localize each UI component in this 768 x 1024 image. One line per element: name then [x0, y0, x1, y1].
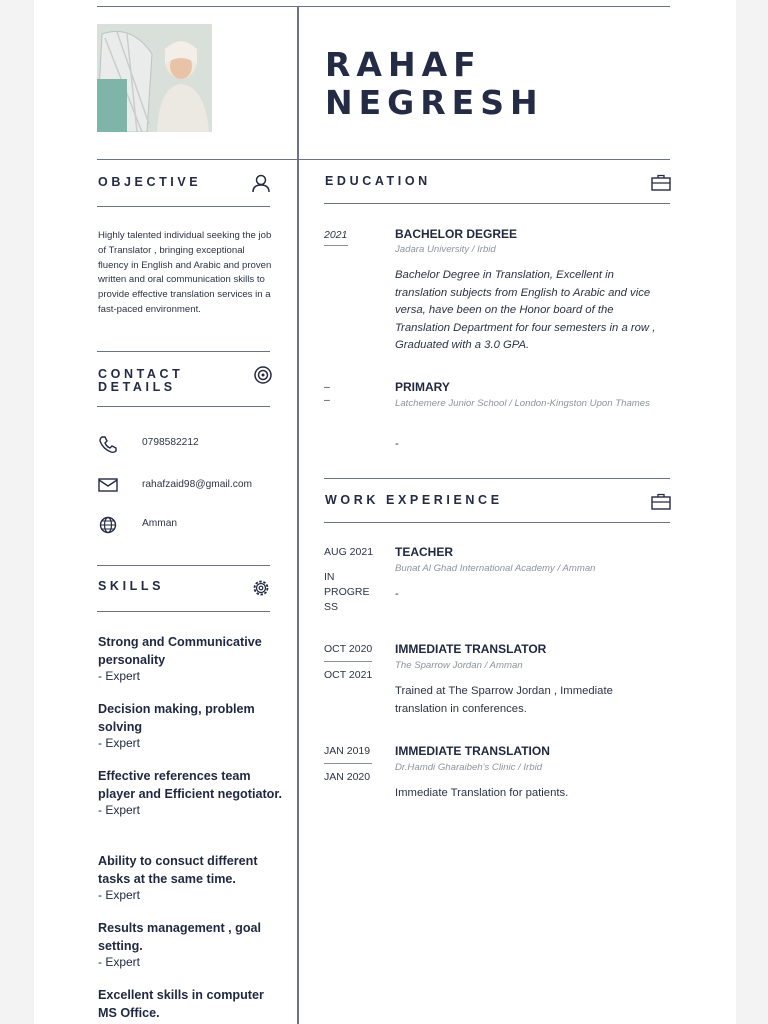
education-title: PRIMARY	[395, 380, 450, 394]
skill-item	[98, 767, 283, 818]
skill-name: Decision making, problem solving	[98, 702, 255, 734]
education-description: -	[395, 438, 399, 450]
education-date: 2021	[324, 229, 348, 241]
globe-icon	[97, 514, 119, 536]
contact-top-divider	[97, 351, 270, 352]
top-rule	[97, 6, 670, 7]
skill-item	[98, 700, 283, 751]
skill-level: - Expert	[98, 803, 141, 817]
education-heading: EDUCATION	[325, 174, 431, 188]
briefcase-icon	[650, 172, 672, 194]
date-underline	[324, 763, 372, 764]
last-name: NEGRESH	[325, 83, 544, 122]
email-address[interactable]: rahafzaid98@gmail.com	[142, 479, 253, 490]
work-heading: WORK EXPERIENCE	[325, 493, 503, 507]
skills-divider	[97, 611, 270, 612]
skills-heading: SKILLS	[98, 579, 165, 593]
skill-item	[98, 986, 283, 1022]
skill-name: Strong and Communicative personality	[98, 635, 262, 667]
user-icon	[250, 172, 272, 194]
skill-item	[98, 919, 283, 970]
contact-heading	[98, 368, 183, 394]
work-date-start: JAN 2019	[324, 745, 371, 757]
education-place: Latchemere Junior School / London-Kingston Upon Thames	[395, 398, 650, 409]
work-place: Dr.Hamdi Gharaibeh's Clinic / Irbid	[395, 762, 543, 773]
email-icon	[97, 474, 119, 496]
skill-level: - Expert	[98, 736, 141, 750]
work-description: -	[395, 588, 399, 600]
skill-level: - Expert	[98, 669, 141, 683]
work-title: IMMEDIATE TRANSLATION	[395, 744, 550, 758]
work-place: Bunat Al Ghad International Academy / Amman	[395, 563, 596, 574]
briefcase-icon	[650, 491, 672, 513]
education-place: Jadara University / Irbid	[395, 244, 496, 255]
education-date-end: –	[324, 394, 330, 406]
skills-top-divider	[97, 565, 270, 566]
date-underline	[324, 661, 372, 662]
skill-item	[98, 633, 283, 684]
skill-level: - Expert	[98, 888, 141, 902]
work-date-start: AUG 2021	[324, 546, 374, 558]
education-description: Bachelor Degree in Translation, Excellent in translation subjects from English to Arabic and vice versa, have been on the Honor board of the Translation Department for four semesters in a row , Graduated with a 3.0 GPA.	[395, 269, 656, 351]
work-date-end: JAN 2020	[324, 771, 371, 783]
header-divider	[97, 159, 670, 160]
contact-heading-line1: CONTACT	[98, 367, 184, 381]
skill-name: Effective references team player and Efficient negotiator.	[98, 769, 283, 801]
education-title: BACHELOR DEGREE	[395, 227, 518, 241]
work-divider	[324, 522, 670, 523]
work-description: Trained at The Sparrow Jordan , Immediate translation in conferences.	[395, 685, 613, 715]
skill-name: Results management , goal setting.	[98, 921, 262, 953]
education-date-start: –	[324, 381, 330, 393]
profile-photo	[97, 24, 212, 132]
work-title: TEACHER	[395, 545, 454, 559]
work-date-end: IN PROGRE SS	[324, 571, 370, 613]
gear-icon	[250, 577, 272, 599]
skill-item	[98, 852, 283, 903]
education-divider	[324, 203, 670, 204]
first-name: RAHAF	[325, 45, 482, 84]
location: Amman	[142, 518, 178, 529]
date-underline	[324, 245, 348, 246]
objective-text: Highly talented individual seeking the job of Translator , bringing exceptional fluency in English and Arabic and proven written and oral communication skills to provide effective translation services in a fast-paced environment.	[98, 230, 272, 315]
objective-divider	[97, 206, 270, 207]
work-date-start: OCT 2020	[324, 643, 373, 655]
work-top-divider	[324, 478, 670, 479]
full-name	[325, 46, 544, 122]
skill-name: Ability to consuct different tasks at the same time.	[98, 854, 258, 886]
phone-number[interactable]: 0798582212	[142, 437, 199, 448]
contact-divider	[97, 406, 270, 407]
phone-icon	[97, 433, 119, 455]
work-title: IMMEDIATE TRANSLATOR	[395, 642, 547, 656]
skill-level: - Expert	[98, 955, 141, 969]
contact-heading-line2: DETAILS	[98, 380, 176, 394]
work-place: The Sparrow Jordan / Amman	[395, 660, 523, 671]
objective-heading: OBJECTIVE	[98, 175, 202, 189]
work-date-end: OCT 2021	[324, 669, 373, 681]
work-description: Immediate Translation for patients.	[395, 787, 569, 799]
skill-name: Excellent skills in computer MS Office.	[98, 988, 264, 1020]
at-sign-icon	[252, 364, 274, 386]
